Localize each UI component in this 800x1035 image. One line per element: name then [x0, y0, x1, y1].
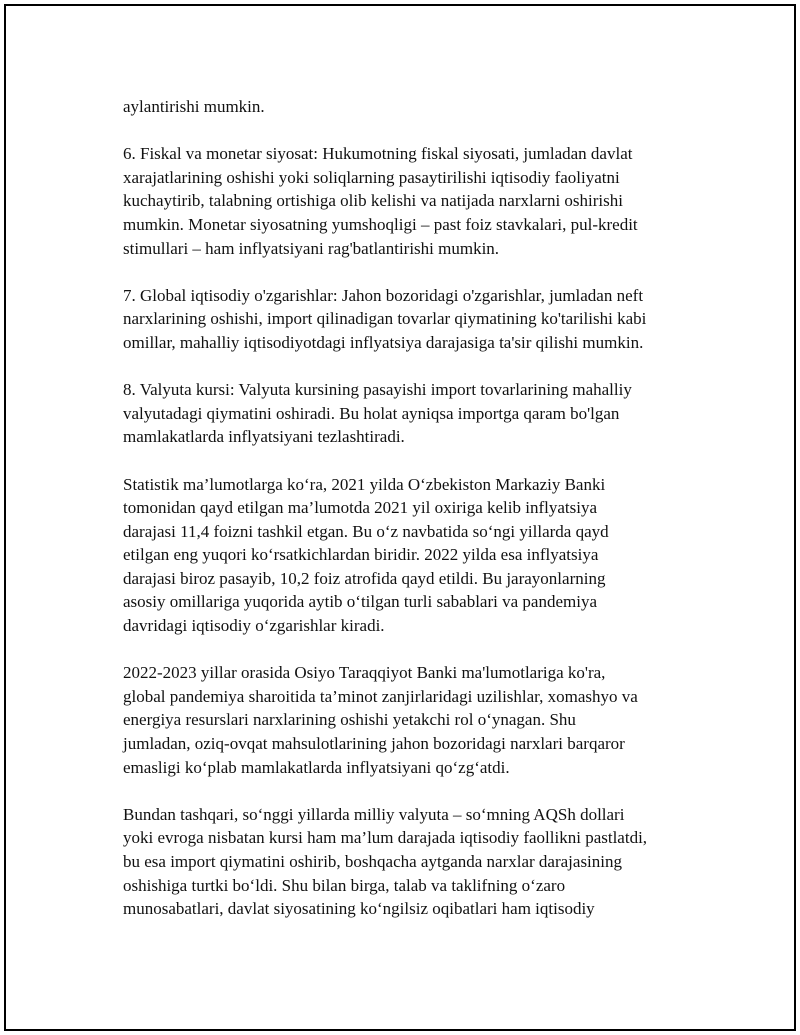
text-line: tomonidan qayd etilgan ma’lumotda 2021 yil oxiriga kelib inflyatsiya	[123, 498, 598, 518]
text-line: 8. Valyuta kursi: Valyuta kursining pasayishi import tovarlarining mahalliy	[123, 380, 632, 400]
text-line: narxlarining oshishi, import qilinadigan tovarlar qiymatining ko'tarilishi kabi	[123, 309, 647, 329]
text-line: kuchaytirib, talabning ortishiga olib kelishi va natijada narxlarni oshirishi	[123, 191, 623, 211]
text-line: darajasi 11,4 foizni tashkil etgan. Bu o‘z navbatida so‘ngi yillarda qayd	[123, 521, 609, 541]
text-line: 2022-2023 yillar orasida Osiyo Taraqqiyot Banki ma'lumotlariga ko'ra,	[123, 663, 606, 683]
text-line: omillar, mahalliy iqtisodiyotdagi inflyatsiya darajasiga ta'sir qilishi mumkin.	[123, 332, 644, 352]
text-line: munosabatlari, davlat siyosatining ko‘ngilsiz oqibatlari ham iqtisodiy	[123, 899, 595, 919]
paragraph-fiscal-monetary-policy	[123, 142, 723, 260]
text-line: energiya resurslari narxlarining oshishi yetakchi rol o‘ynagan. Shu	[123, 710, 576, 730]
text-line: mamlakatlarda inflyatsiyani tezlashtiradi.	[123, 427, 405, 447]
paragraph-asian-development-bank	[123, 661, 723, 779]
page-frame	[4, 4, 796, 1031]
paragraph-global-economic-changes	[123, 284, 723, 355]
text-line: 6. Fiskal va monetar siyosat: Hukumotning fiskal siyosati, jumladan davlat	[123, 144, 633, 164]
text-line: davridagi iqtisodiy o‘zgarishlar kiradi.	[123, 616, 385, 636]
paragraph-continuation	[123, 95, 723, 119]
text-line: etilgan eng yuqori ko‘rsatkichlardan biridir. 2022 yilda esa inflyatsiya	[123, 545, 599, 565]
text-line: 7. Global iqtisodiy o'zgarishlar: Jahon bozoridagi o'zgarishlar, jumladan neft	[123, 285, 644, 305]
text-line: oshishiga turtki bo‘ldi. Shu bilan birga, talab va taklifning o‘zaro	[123, 875, 566, 895]
paragraph-national-currency	[123, 803, 723, 921]
text-line: asosiy omillariga yuqorida aytib o‘tilgan turli sabablari va pandemiya	[123, 592, 597, 612]
paragraph-statistics	[123, 473, 723, 638]
text-line: valyutadagi qiymatini oshiradi. Bu holat ayniqsa importga qaram bo'lgan	[123, 403, 620, 423]
text-line: global pandemiya sharoitida ta’minot zanjirlaridagi uzilishlar, xomashyo va	[123, 686, 638, 706]
paragraph-exchange-rate	[123, 378, 723, 449]
text-line: yoki evroga nisbatan kursi ham ma’lum darajada iqtisodiy faollikni pastlatdi,	[123, 828, 648, 848]
text-line: darajasi biroz pasayib, 10,2 foiz atrofida qayd etildi. Bu jarayonlarning	[123, 568, 606, 588]
text-line: emasligi ko‘plab mamlakatlarda inflyatsiyani qo‘zg‘atdi.	[123, 757, 510, 777]
text-line: aylantirishi mumkin.	[123, 97, 265, 116]
text-line: stimullari – ham inflyatsiyani rag'batlantirishi mumkin.	[123, 238, 500, 258]
text-line: jumladan, oziq-ovqat mahsulotlarining jahon bozoridagi narxlari barqaror	[123, 734, 625, 754]
text-line: mumkin. Monetar siyosatning yumshoqligi – past foiz stavkalari, pul-kredit	[123, 214, 638, 234]
text-line: xarajatlarining oshishi yoki soliqlarning pasaytirilishi iqtisodiy faoliyatni	[123, 167, 620, 187]
text-line: Statistik ma’lumotlarga ko‘ra, 2021 yilda O‘zbekiston Markaziy Banki	[123, 474, 606, 494]
page-text	[123, 95, 723, 944]
text-line: Bundan tashqari, so‘nggi yillarda milliy valyuta – so‘mning AQSh dollari	[123, 804, 625, 824]
text-line: bu esa import qiymatini oshirib, boshqacha aytganda narxlar darajasining	[123, 852, 623, 871]
